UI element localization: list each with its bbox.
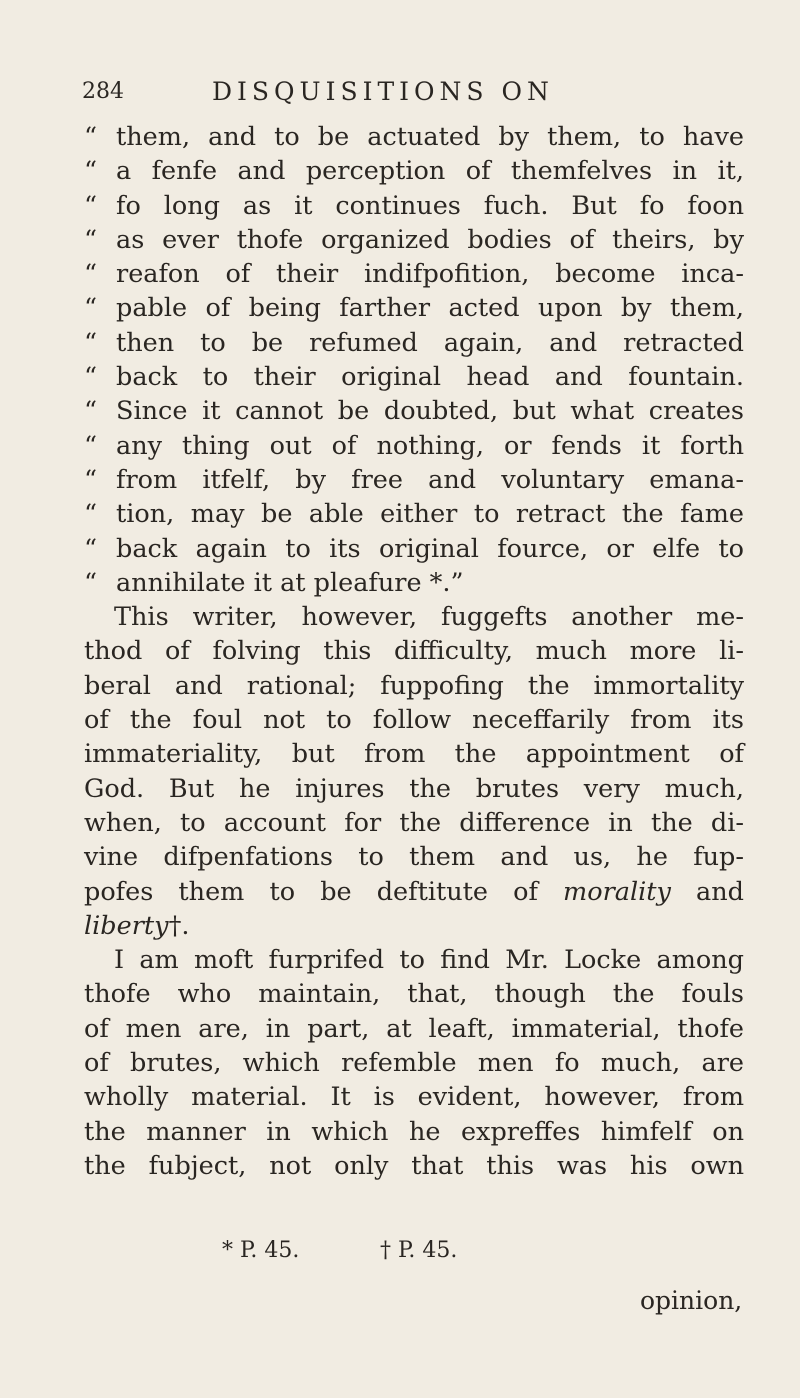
line-text: when, to account for the difference in the di-: [84, 807, 744, 838]
text-line: [84, 154, 744, 188]
line-text: fo long as it continues fuch. But fo foon: [116, 190, 744, 221]
line-text: from itfelf, by free and voluntary emana-: [116, 464, 744, 495]
text-line: [84, 291, 744, 325]
line-text: back again to its original fource, or elfe to: [116, 533, 744, 564]
line-text: This writer, however, fuggefts another me-: [114, 602, 744, 633]
text-line: [84, 189, 744, 223]
line-text: reafon of their indifpofition, become inca-: [116, 259, 744, 290]
line-text: wholly material. It is evident, however, from: [84, 1082, 744, 1113]
quote-mark: “: [84, 327, 98, 358]
text-line: [84, 1046, 744, 1080]
line-text: as ever thofe organized bodies of theirs, by: [116, 224, 744, 255]
text-line: [84, 120, 744, 154]
quote-mark: “: [84, 122, 98, 152]
text-line: [84, 1149, 744, 1183]
line-text: I am moft furprifed to find Mr. Locke among: [114, 945, 744, 976]
text-line: [84, 566, 744, 600]
quote-mark: “: [84, 156, 98, 187]
text-line: [84, 497, 744, 531]
line-text: pofes them to be deftitute of: [84, 876, 538, 907]
quote-mark: “: [84, 362, 98, 393]
quote-mark: “: [84, 190, 98, 221]
quote-mark: “: [84, 499, 98, 530]
page-number: 284: [82, 79, 124, 104]
text-line: [84, 909, 744, 943]
quote-mark: “: [84, 464, 98, 495]
text-line: [84, 977, 744, 1011]
text-line: [84, 806, 744, 840]
line-text: annihilate it at pleafure *.”: [116, 567, 464, 598]
line-text: pable of being farther acted upon by them,: [116, 293, 744, 324]
text-line: [84, 875, 744, 909]
line-tail: and: [696, 876, 744, 907]
text-line: [84, 703, 744, 737]
line-text: the fubject, not only that this was his own: [84, 1150, 744, 1181]
text-line: [84, 943, 744, 977]
line-text: then to be refumed again, and retracted: [116, 327, 744, 358]
text-line: [84, 772, 744, 806]
text-line: [84, 223, 744, 257]
text-line: [84, 600, 744, 634]
line-text: of men are, in part, at leaft, immaterial, thofe: [84, 1013, 744, 1044]
text-line: [84, 360, 744, 394]
quote-mark: “: [84, 259, 98, 290]
text-line: [84, 840, 744, 874]
line-text: tion, may be able either to retract the fame: [116, 499, 744, 530]
line-text: of the foul not to follow neceffarily from its: [84, 705, 744, 736]
line-text: any thing out of nothing, or fends it forth: [116, 430, 744, 461]
text-line: [84, 669, 744, 703]
text-line: [84, 257, 744, 291]
footnote-star: * P. 45.: [222, 1238, 300, 1263]
text-line: [84, 326, 744, 360]
quote-mark: “: [84, 224, 98, 255]
line-text: †.: [168, 910, 190, 941]
quote-mark: “: [84, 430, 98, 461]
text-line: [84, 532, 744, 566]
catchword: opinion,: [640, 1286, 743, 1315]
quote-mark: “: [84, 396, 98, 427]
line-text: Since it cannot be doubted, but what creates: [116, 396, 744, 427]
line-text: them, and to be actuated by them, to have: [116, 122, 744, 152]
running-title: DISQUISITIONS ON: [212, 77, 554, 106]
line-text: a fenfe and perception of themfelves in it,: [116, 156, 744, 187]
line-text: of brutes, which refemble men fo much, are: [84, 1048, 744, 1079]
line-text: God. But he injures the brutes very much,: [84, 773, 744, 804]
running-header: [82, 72, 722, 112]
text-line: [84, 1115, 744, 1149]
text-line: [84, 394, 744, 428]
italic-word: liberty: [84, 910, 169, 941]
quote-mark: “: [84, 567, 98, 598]
line-text: thod of folving this difficulty, much more li-: [84, 636, 744, 667]
quote-mark: “: [84, 533, 98, 564]
italic-word: morality: [563, 876, 671, 907]
text-line: [84, 1080, 744, 1114]
line-text: beral and rational; fuppofing the immortality: [84, 670, 744, 701]
quote-mark: “: [84, 293, 98, 324]
line-text: the manner in which he expreffes himfelf on: [84, 1116, 744, 1147]
text-line: [84, 634, 744, 668]
line-text: back to their original head and fountain.: [116, 362, 744, 393]
text-line: [84, 737, 744, 771]
line-text: vine difpenfations to them and us, he fup-: [84, 842, 744, 873]
footnote-dagger: † P. 45.: [380, 1238, 458, 1263]
text-line: [84, 1012, 744, 1046]
text-line: [84, 463, 744, 497]
body-text: [84, 120, 744, 1183]
footnotes: [222, 1234, 542, 1268]
text-line: [84, 429, 744, 463]
line-text: thofe who maintain, that, though the fouls: [84, 979, 744, 1010]
line-text: immateriality, but from the appointment of: [84, 739, 744, 770]
